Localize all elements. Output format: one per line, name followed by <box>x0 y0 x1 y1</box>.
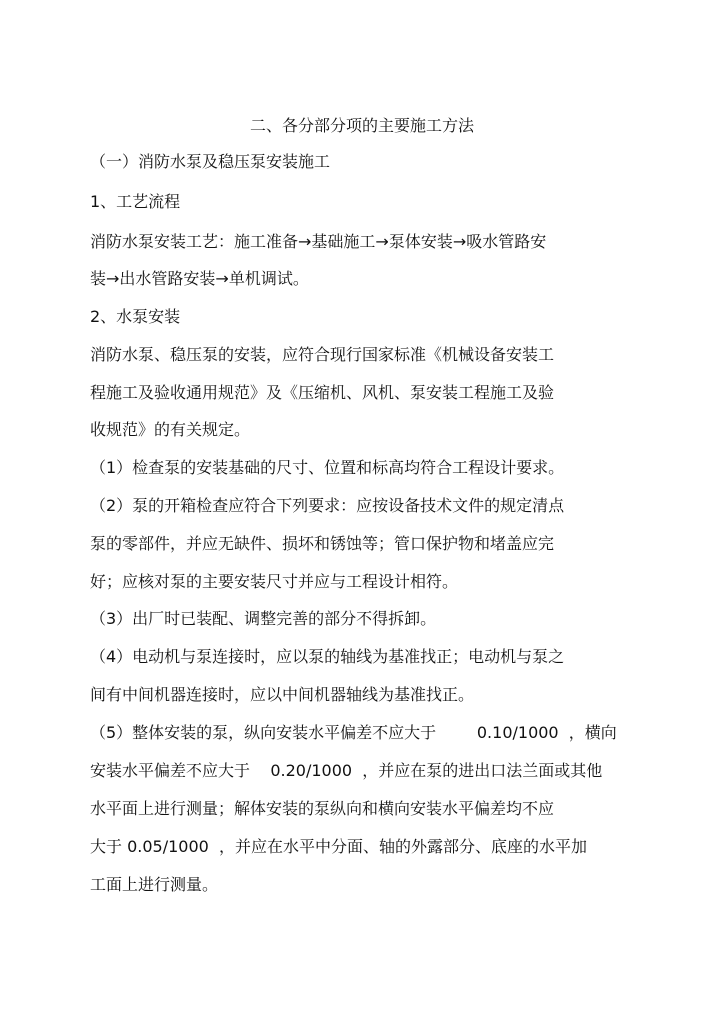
paragraph-line: （4）电动机与泵连接时，应以泵的轴线为基准找正；电动机与泵之 <box>90 647 565 666</box>
paragraph-line: 程施工及验收通用规范》及《压缩机、风机、泵安装工程施工及验 <box>90 383 555 402</box>
subsection-heading: （一）消防水泵及稳压泵安装施工 <box>90 152 331 171</box>
item-heading: 2、水泵安装 <box>90 307 181 326</box>
paragraph-line: 收规范》的有关规定。 <box>90 420 251 439</box>
paragraph-line: 消防水泵安装工艺：施工准备→基础施工→泵体安装→吸水管路安 <box>90 232 547 251</box>
paragraph-line: 大于 0.05/1000 ，并应在水平中分面、轴的外露部分、底座的水平加 <box>90 837 587 856</box>
paragraph-line: 水平面上进行测量；解体安装的泵纵向和横向安装水平偏差均不应 <box>90 799 555 818</box>
paragraph-line: （5）整体安装的泵，纵向安装水平偏差不应大于 0.10/1000 ，横向 <box>90 723 617 742</box>
paragraph-line: 安装水平偏差不应大于 0.20/1000 ，并应在泵的进出口法兰面或其他 <box>90 761 603 780</box>
paragraph-line: （3）出厂时已装配、调整完善的部分不得拆卸。 <box>90 609 437 628</box>
paragraph-line: 消防水泵、稳压泵的安装，应符合现行国家标准《机械设备安装工 <box>90 345 555 364</box>
paragraph-line: 装→出水管路安装→单机调试。 <box>90 269 309 288</box>
paragraph-line: 泵的零部件，并应无缺件、损坏和锈蚀等；管口保护物和堵盖应完 <box>90 534 555 553</box>
paragraph-line: （2）泵的开箱检查应符合下列要求：应按设备技术文件的规定清点 <box>90 496 565 515</box>
section-title: 二、各分部分项的主要施工方法 <box>249 116 474 135</box>
paragraph-line: 好；应核对泵的主要安装尺寸并应与工程设计相符。 <box>90 572 459 591</box>
paragraph-line: 工面上进行测量。 <box>90 875 219 894</box>
item-heading: 1、工艺流程 <box>90 192 181 211</box>
paragraph-line: 间有中间机器连接时，应以中间机器轴线为基准找正。 <box>90 685 475 704</box>
paragraph-line: （1）检查泵的安装基础的尺寸、位置和标高均符合工程设计要求。 <box>90 458 565 477</box>
